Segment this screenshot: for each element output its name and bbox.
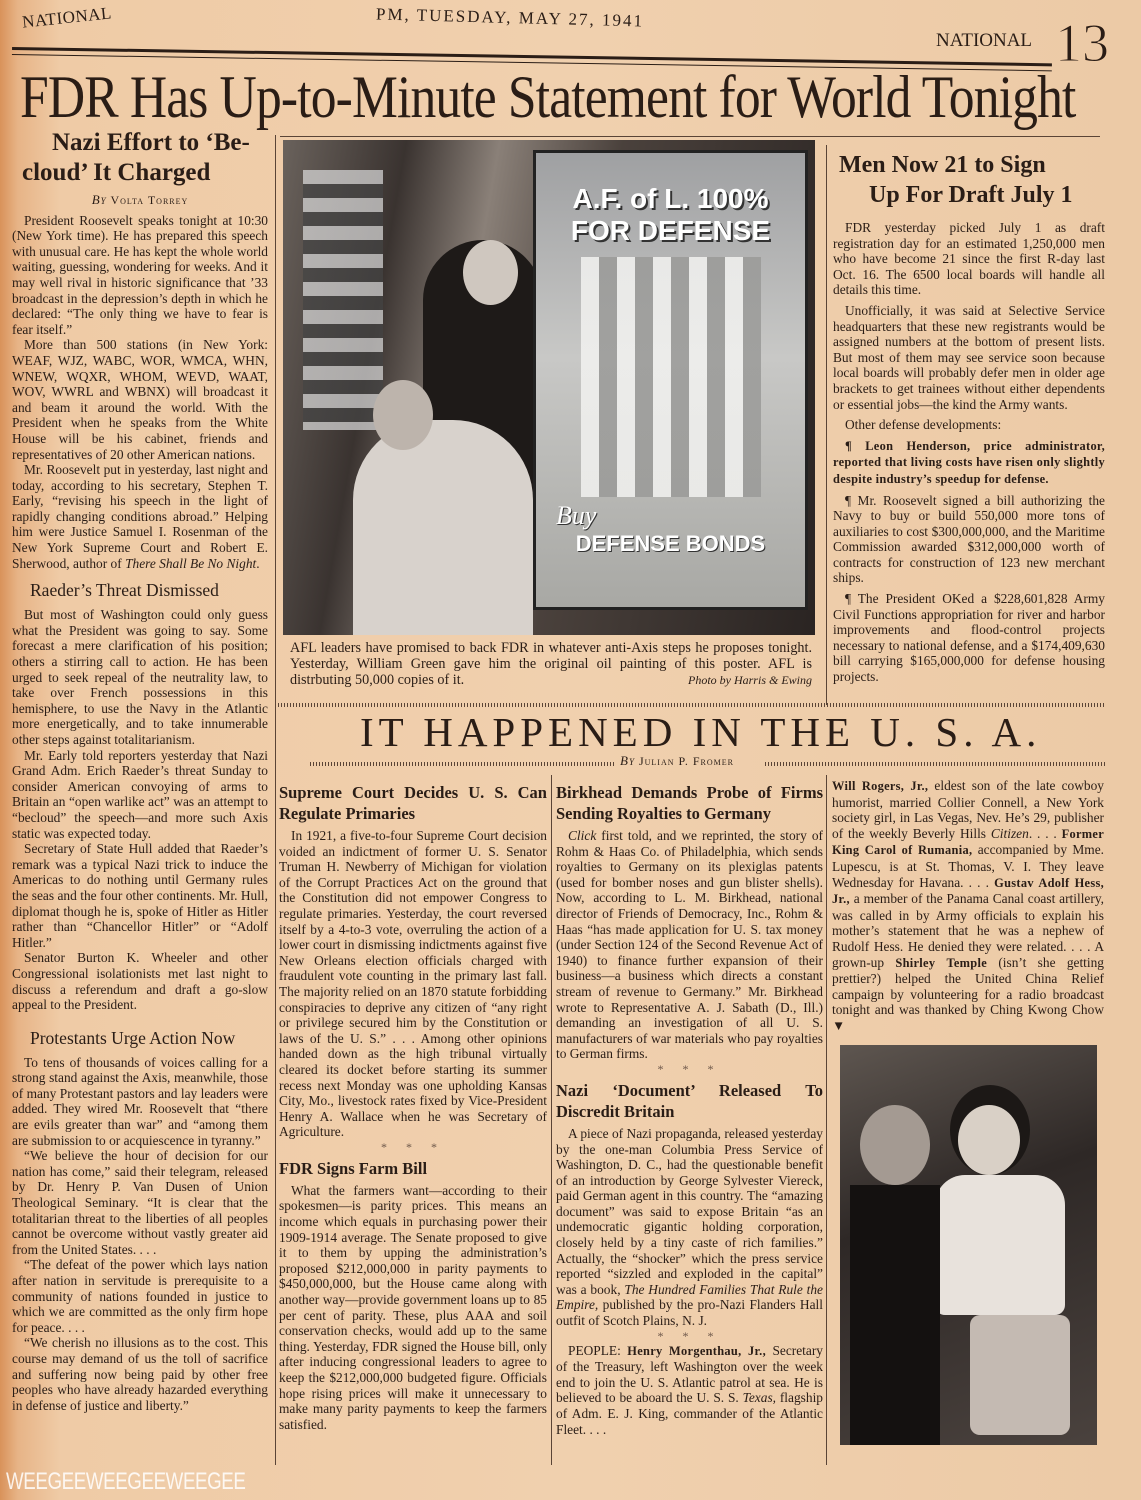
birkhead-body [556,828,823,1062]
paragraph [12,1335,268,1413]
people-continued-body [832,778,1104,1034]
text-run: flagship of Adm. E. J. King, commander of the Atlantic Fleet. . . . [556,1390,823,1437]
paragraph [556,828,823,1062]
column-rule [826,775,827,1465]
paragraph [12,337,268,462]
usa-column-2 [556,778,823,1437]
paragraph [556,1343,823,1438]
caption-text: AFL leaders have promised to back FDR in whatever anti-Axis steps he proposes tonight. Yesterday, William Green gave him the original oil painting of this poster. AFL is distrbuting 50,000 copies of it. [290,640,812,688]
text-run: . . . . [1028,825,1062,841]
lead-body-2 [12,607,268,1012]
usa-column-1 [279,778,547,1432]
lead-byline [12,192,268,209]
paragraph [833,493,1105,587]
draft-body [833,220,1105,685]
dateline: PM, TUESDAY, MAY 27, 1941 [375,4,645,31]
figure-shape [353,420,533,635]
paragraph [12,1148,268,1257]
separator-stars: * * * [381,1139,445,1154]
people-body [556,1343,823,1438]
document-body [556,1126,823,1329]
dotted-rule [275,703,1105,707]
poster-bottom: DEFENSE BONDS [575,531,766,556]
paragraph [832,778,1104,1034]
dotted-rule [765,762,1105,766]
child-body-shape [850,1185,940,1445]
italic-run: Texas, [742,1390,776,1406]
text-run: “The defeat of the power which lays nation after nation in servitude is prerequisite to a community of nations founded in justice to which we are committed as the only firm hope for peace. . . . [12,1257,268,1335]
paragraph [833,591,1105,685]
poster-line-1: A.F. of L. 100% [572,183,769,214]
text-run: “We cherish no illusions as to the cost. This course may demand of us the toll of sacrifice and suffering now being paid by other free peoples who have already hazarded everything in defense of justice and liberty.” [12,1335,268,1413]
head-shape [463,240,518,305]
poster-buy: Buy [556,501,597,530]
draft-article [833,150,1105,690]
paragraph [12,1257,268,1335]
farm-title: FDR Signs Farm Bill [279,1158,428,1178]
byline-prefix: By [91,192,107,207]
paragraph [12,748,268,842]
text-run: President Roosevelt speaks tonight at 10:30 (New York time). He has prepared this speech with unusual care. He has kept the whole world waiting, guessing, wondering for weeks. And it may well rival in historic significance that ’33 broadcast in the depression’s depth in which he declared: “The only thing we have to fear is fear itself.” [12,212,268,337]
text-run: published by the pro-Nazi Flanders Hall outfit of Scotch Plains, N. J. [556,1297,823,1329]
court-body [279,828,547,1140]
main-headline: FDR Has Up-to-Minute Statement for World Tonight [20,64,1076,130]
section-label-right: NATIONAL [936,30,1033,51]
byline-prefix: By [620,753,635,768]
photo-caption [290,640,812,688]
text-run: FDR yesterday picked July 1 as draft registration day for an estimated 1,250,000 men who have become 21 since the first R-day last Oct. 16. The 6500 local boards will handle all details this time. [833,220,1105,298]
text-run: What the farmers want—according to their spokesmen—is parity prices. This means an income which equals in purchasing power their 1909-1914 average. The Senate proposed to give it to them by upping the administration’s proposed $212,000,000 in parity payments to $450,000,000, but the House came along with another way—provide government loans up to 85 per cent of parity. These, plus AAA and soil conservation checks, would add up to the same thing. Yesterday, FDR signed the House bill, only after inducing congressional leaders to agree to keep the $212,000,000 budgeted figure. Officials hope rising prices will make it unnecessary to make many parity payments to keep the farmers satisfied. [279,1182,547,1432]
text-run: “We believe the hour of decision for our nation has come,” said their telegram, released by Dr. Henry P. Van Dusen of Union Theological Seminary. “It is clear that the totalitarian threat to the liberties of all peoples cannot be overcome without vastly greater aid from the United States. . . . [12,1148,268,1257]
bold-run: Henry Morgenthau, Jr., [627,1343,766,1358]
lead-title-line2: cloud’ It Charged [22,159,211,186]
face-shape [958,1105,1020,1175]
text-run: Other defense developments: [845,417,1002,433]
paragraph [12,1055,268,1149]
poster-art [581,257,761,497]
byline-author: Julian P. Fromer [638,754,734,768]
text-run: Secretary of State Hull added that Raeder’s remark was a typical Nazi trick to induce the Americas to do nothing until Germany rules the seas and the four other continents. Mr. Hull, diplomat though he is, spoke of Hitler as Hitler rather than “Chancellor Hitler” or “Adolf Hitler.” [12,841,268,950]
text-run: Mr. Roosevelt put in yesterday, last night and today, according to his secretary, Stephen T. Early, “revising his speech in the light of rapidly changing conditions abroad.” Helping him were Justice Samuel I. Rosenman of the New York Supreme Court and Robert E. Sherwood, author of [12,462,268,571]
paragraph [556,1126,823,1329]
usa-column-3 [832,778,1104,1034]
paragraph [12,462,268,571]
paragraph [833,303,1105,412]
draft-title-line2: Up For Draft July 1 [869,182,1073,208]
lead-title-line1: Nazi Effort to ‘Be- [52,129,250,156]
text-run: Senator Burton K. Wheeler and other Congressional isolationists met last night to discuss a referendum and draft a go-slow appeal to the President. [12,950,268,1013]
paragraph [833,438,1105,488]
draft-title-line1: Men Now 21 to Sign [839,152,1046,178]
italic-run: Citizen [990,825,1029,841]
separator-stars: * * * [657,1061,722,1076]
text-run: a member of the Panama Canal coast artillery, was called in by Army officials to explain his mother’s statement that he was a nephew of Rudolf Hess. He denied they were related. . . . A grown-up [832,891,1104,970]
dress-shape [935,1175,1065,1315]
lead-article [12,128,268,1413]
lead-body [12,213,268,572]
watermark: WEEGEEWEEGEEWEEGEE [6,1468,246,1495]
poster-line-2: FOR DEFENSE [570,215,771,246]
legs-shape [970,1315,1070,1435]
text-run: To tens of thousands of voices calling for a strong stand against the Axis, meanwhile, those of many Protestant pastors and lay leaders were added. They wired Mr. Roosevelt that “there are evils greater than war” and “among them are submission to or acquiescence in tyranny.” [12,1054,268,1148]
usa-byline [620,753,734,769]
text-run: (isn’t she getting prettier?) helped the United China Relief campaign by volunteering for a radio broadcast tonight and was thanked by Ching Kwong Chow ▼ [832,954,1105,1033]
lead-subhead-1: Raeder’s Threat Dismissed [30,580,219,601]
column-rule [275,135,276,1465]
paragraph [279,1183,547,1433]
section-label-left: NATIONAL [21,3,113,32]
text-run: Secretary of the Treasury, left Washington over the week end to join the U. S. Atlantic patrol at sea. He is believed to be aboard the U. S. S. [556,1342,824,1406]
section-title: IT HAPPENED IN THE U. S. A. [360,709,1042,755]
text-run: But most of Washington could only guess what the President was going to say. Some forecast a mere clarification of his position; others a stirring call to action. He has been urged to seek repeal of the neutrality law, to take over French possessions in this hemisphere, to use the Navy in the Atlantic more energetically, and to take innumerable other steps against totalitarianism. [12,607,268,747]
text-run: accompanied by Mme. Lupescu, is at St. Thomas, V. I. They leave Wednesday for Havana. . . . [832,842,1105,890]
poster [533,150,808,610]
bold-run: Will Rogers, Jr., [832,779,929,793]
text-run: Mr. Early told reporters yesterday that Nazi Grand Adm. Erich Raeder’s threat Sunday to consider American convoying of arms to Britain an “open warlike act” was an attempt to “becloud” the speech—and more such Axis static was expected today. [12,747,268,841]
separator-stars: * * * [657,1328,722,1343]
fdr-photo [283,140,815,635]
lead-body-3 [12,1055,268,1414]
italic-run: There Shall Be No Night [125,555,257,571]
photo-credit: Photo by Harris & Ewing [687,673,812,687]
text-run: Unofficially, it was said at Selective Service headquarters that these new registrants would be assigned numbers at the bottom of present lists. But most of them may see service soon because local boards will probably defer men in older age brackets to get trainees without either dependents or essential jobs—the kind the Army wants. [833,302,1105,412]
bold-run: Former King Carol of Rumania, [832,826,1105,858]
paragraph [12,950,268,1012]
text-run: ¶ The President OKed a $228,601,828 Army Civil Functions appropriation for river and harbor improvements and flood-control projects necessary to national defense, and a $174,409,630 bill carrying $165,000,000 for defense housing projects. [833,591,1105,685]
lead-subhead-2: Protestants Urge Action Now [30,1027,236,1048]
italic-run: The Hundred Families That Rule the Empire, [556,1281,823,1313]
document-title: Nazi ‘Document’ Released To Discredit Britain [556,1080,823,1121]
bold-run: ¶ Leon Henderson, price administrator, reported that living costs have risen only slightly despite industry’s speedup for defense. [833,438,1105,486]
court-title: Supreme Court Decides U. S. Can Regulate Primaries [279,783,547,823]
child-face-shape [860,1105,930,1185]
paragraph [833,417,1105,433]
text-run: In 1921, a five-to-four Supreme Court decision voided an indictment of former U. S. Senator Truman H. Newberry of Michigan for violation of the Corrupt Practices Act on the ground that the Constitution did not empower Congress to regulate primaries. Yesterday, the court reversed itself by a 4-to-3 vote, overruling the action of a lower court in dismissing indictments against five New Orleans election officials charged with fraudulent vote counting in the primary last fall. The majority relied on an 1870 statute forbidding conspiracies to deprive any citizen of “any right or privilege secured him by the Constitution or laws of the U. S.” . . . Among other opinions handed down as the high tribunal virtually cleared its docket before starting its summer recess next Monday was one upholding Kansas City, Mo., livestock rates fixed by Vice-President Henry A. Wallace when he was Secretary of Agriculture. [279,828,547,1140]
column-rule [826,145,827,705]
column-rule [551,775,552,1465]
text-run: first told, and we reprinted, the story of Rohm & Haas Co. of Philadelphia, which sends royalties to Germany on its plexiglas patents (used for bomber noses and gun blister shells). Now, according to L. M. Birkhead, national director of Friends of Democracy, Inc., Rohm & Haas “has made application for U. S. tax money (under Section 124 of the Second Revenue Act of 1940) to finance further expansion of their business—a business which directs a constant stream of revenue to Germany.” Mr. Birkhead wrote to Representative A. J. Sabath (D., Ill.) demanding an investigation of all U. S. manufacturers of war materials who pay royalties to German firms. [556,828,823,1062]
bold-run: Gustav Adolf Hess, Jr., [832,875,1104,907]
head-shape [373,380,433,450]
shirley-temple-photo [840,1045,1097,1445]
flag-shape [303,170,383,430]
birkhead-title: Birkhead Demands Probe of Firms Sending Royalties to Germany [556,783,823,823]
farm-body [279,1183,547,1433]
paragraph [12,213,268,338]
paragraph [12,607,268,747]
byline-author: Volta Torrey [110,193,189,207]
dotted-rule [310,762,615,766]
bold-run: Shirley Temple [895,955,988,970]
paragraph [279,828,547,1140]
text-run: . [256,555,260,571]
page-number: 13 [1055,13,1109,73]
text-run: A piece of Nazi propaganda, released yesterday by the one-man Columbia Press Service of Washington, D. C., had the questionable benefit of an introduction by George Sylvester Viereck, paid German agent in this country. The “amazing document” was said to expose Britain “as an undemocratic gigantic holding corporation, closely held by a tiny caste of rich families.” Actually, the “shocker” which the press service reported “sizzled and exploded in the capital” was a book, [556,1125,823,1297]
section-rule [280,136,1100,137]
text-run: More than 500 stations (in New York: WEAF, WJZ, WABC, WOR, WMCA, WHN, WNEW, WQXR, WHOM, WEVD, WAAT, WOV, WWRL and WBNX) will broadcast it and beam it around the world. With the President when he speaks from the White House will be his cabinet, friends and representatives of 20 other American nations. [12,337,268,462]
text-run: ¶ Mr. Roosevelt signed a bill authorizing the Navy to buy or build 550,000 more tons of auxiliaries to cost $300,000,000, and the Maritime Commission awarded $312,000,000 worth of contracts for construction of 123 new merchant ships. [833,492,1105,586]
paragraph [12,841,268,950]
paragraph [833,220,1105,298]
text-run: PEOPLE: [568,1342,628,1358]
italic-run: Click [568,828,597,843]
text-run: eldest son of the late cowboy humorist, married Collier Connell, a New York society girl, in Las Vegas, Nev. He’s 29, publisher of the weekly Beverly Hills [832,778,1104,841]
